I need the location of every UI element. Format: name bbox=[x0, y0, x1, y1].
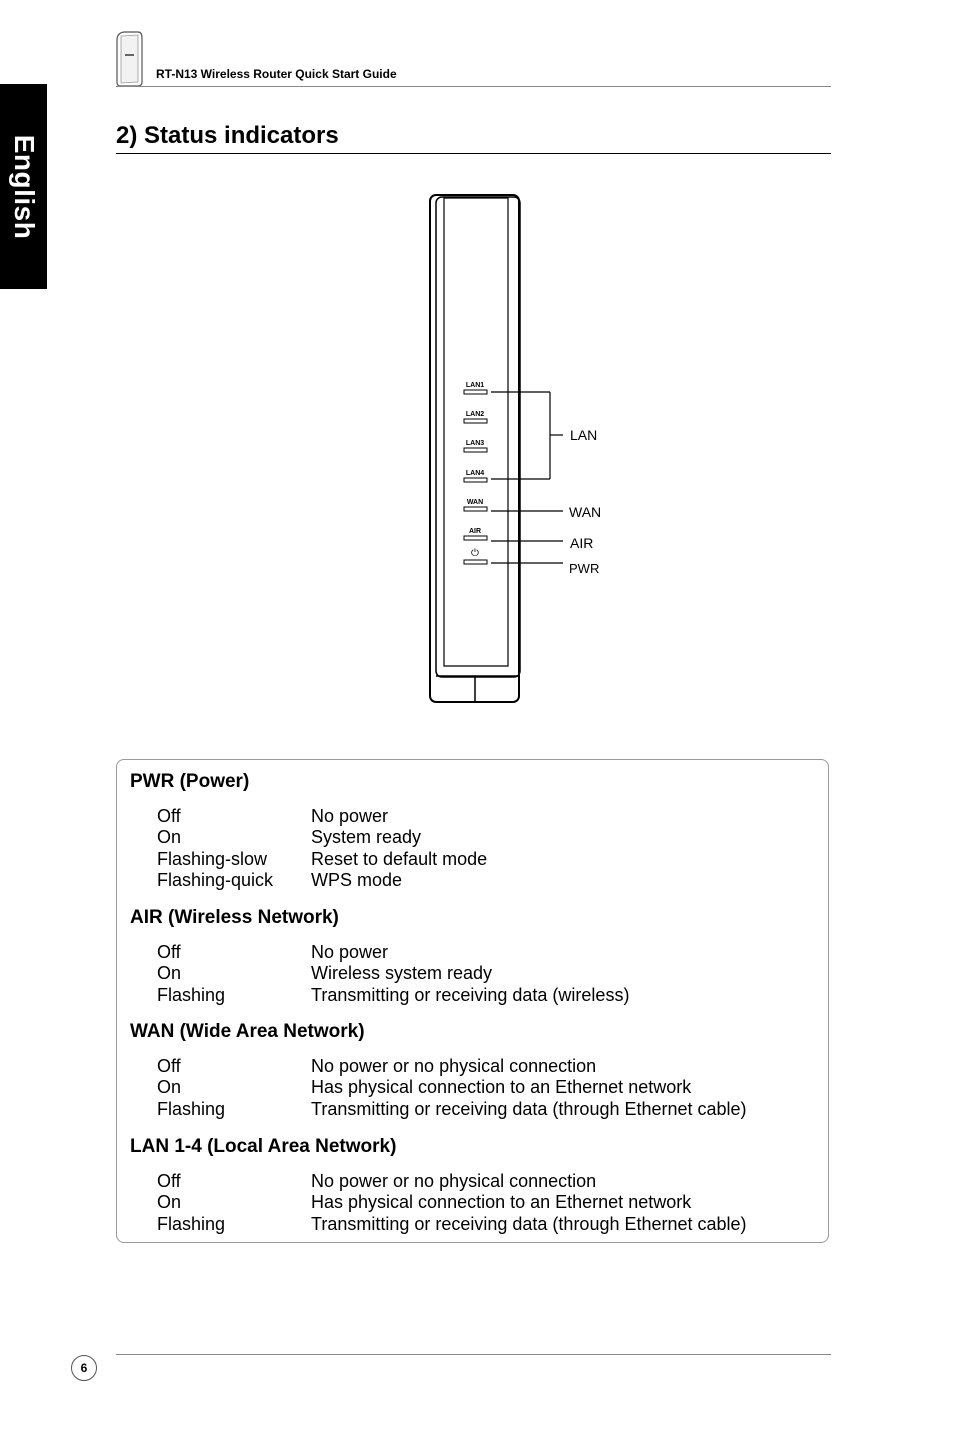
indicator-description: Reset to default mode bbox=[311, 848, 488, 869]
indicator-group-lan bbox=[130, 1136, 747, 1235]
router-front-panel-diagram bbox=[420, 190, 620, 710]
indicator-row bbox=[130, 1077, 747, 1098]
indicator-row bbox=[130, 849, 487, 870]
status-indicator-box bbox=[116, 759, 829, 1243]
section-divider bbox=[116, 153, 831, 154]
indicator-row bbox=[130, 963, 629, 984]
language-tab-label: English bbox=[8, 134, 40, 239]
router-thumbnail-icon bbox=[114, 30, 144, 88]
led-lan3 bbox=[464, 448, 487, 452]
led-pwr bbox=[464, 560, 487, 564]
indicator-state: Flashing bbox=[157, 1213, 226, 1234]
section-title: 2) Status indicators bbox=[116, 122, 339, 149]
indicator-title-wan: WAN (Wide Area Network) bbox=[130, 1021, 365, 1042]
led-air bbox=[464, 536, 487, 540]
indicator-description: No power bbox=[311, 942, 389, 962]
header-divider bbox=[116, 86, 831, 87]
indicator-description: No power or no physical connection bbox=[311, 1171, 597, 1191]
indicator-row bbox=[130, 1171, 747, 1192]
led-lan2 bbox=[464, 419, 487, 423]
indicator-state: Flashing bbox=[157, 1098, 226, 1119]
led-label-lan2: LAN2 bbox=[465, 411, 485, 418]
indicator-row bbox=[130, 1056, 747, 1077]
led-label-lan4: LAN4 bbox=[465, 470, 485, 477]
page-number: 6 bbox=[71, 1355, 97, 1381]
indicator-row bbox=[130, 1192, 747, 1213]
indicator-state: Off bbox=[157, 806, 181, 826]
indicator-description: System ready bbox=[311, 827, 422, 848]
indicator-description: Has physical connection to an Ethernet network bbox=[311, 1077, 692, 1098]
indicator-row bbox=[130, 870, 487, 891]
led-label-air: AIR bbox=[468, 528, 482, 535]
indicator-group-pwr bbox=[130, 771, 487, 891]
indicator-state: Off bbox=[157, 942, 181, 962]
callout-label-pwr: PWR bbox=[569, 561, 600, 576]
indicator-title-lan: LAN 1-4 (Local Area Network) bbox=[130, 1136, 397, 1157]
power-icon: ⏻ bbox=[471, 548, 479, 559]
indicator-description: WPS mode bbox=[311, 869, 403, 890]
led-label-wan: WAN bbox=[466, 499, 484, 506]
led-label-lan1: LAN1 bbox=[465, 382, 485, 389]
indicator-row bbox=[130, 827, 487, 848]
callout-label-air: AIR bbox=[570, 535, 594, 551]
indicator-description: Transmitting or receiving data (through Ethernet cable) bbox=[311, 1098, 747, 1119]
indicator-row bbox=[130, 806, 487, 827]
language-tab bbox=[0, 84, 47, 289]
indicator-title-air: AIR (Wireless Network) bbox=[130, 907, 339, 928]
callout-label-wan: WAN bbox=[569, 504, 602, 520]
header-title: RT-N13 Wireless Router Quick Start Guide bbox=[156, 67, 397, 81]
indicator-state: On bbox=[157, 963, 182, 984]
indicator-state: Off bbox=[157, 1171, 181, 1191]
indicator-row bbox=[130, 942, 629, 963]
indicator-state: Flashing-slow bbox=[157, 848, 268, 869]
indicator-group-wan bbox=[130, 1021, 747, 1120]
callout-label-lan: LAN bbox=[570, 427, 598, 443]
indicator-row bbox=[130, 985, 629, 1006]
indicator-state: Off bbox=[157, 1056, 181, 1076]
indicator-state: Flashing bbox=[157, 984, 226, 1005]
indicator-group-air bbox=[130, 907, 629, 1006]
indicator-description: Wireless system ready bbox=[311, 963, 493, 984]
led-lan4 bbox=[464, 478, 487, 482]
indicator-row bbox=[130, 1099, 747, 1120]
indicator-state: On bbox=[157, 1192, 182, 1213]
indicator-row bbox=[130, 1214, 747, 1235]
indicator-description: No power or no physical connection bbox=[311, 1056, 597, 1076]
indicator-state: On bbox=[157, 1077, 182, 1098]
indicator-description: Has physical connection to an Ethernet network bbox=[311, 1192, 692, 1213]
led-label-lan3: LAN3 bbox=[465, 440, 485, 447]
indicator-state: Flashing-quick bbox=[157, 869, 274, 890]
indicator-title-pwr: PWR (Power) bbox=[130, 771, 250, 792]
indicator-state: On bbox=[157, 827, 182, 848]
indicator-description: Transmitting or receiving data (wireless) bbox=[311, 984, 630, 1005]
indicator-description: Transmitting or receiving data (through Ethernet cable) bbox=[311, 1213, 747, 1234]
indicator-description: No power bbox=[311, 806, 389, 826]
led-lan1 bbox=[464, 390, 487, 394]
footer-divider bbox=[116, 1354, 831, 1355]
led-wan bbox=[464, 507, 487, 511]
